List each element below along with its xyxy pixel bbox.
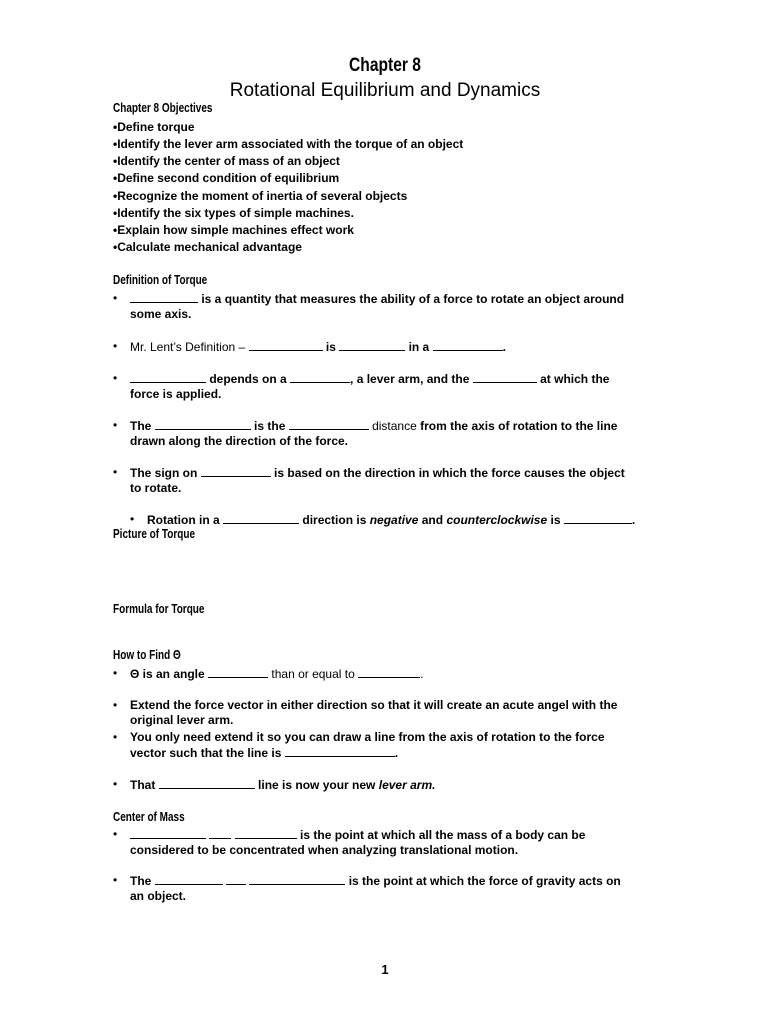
fill-blank[interactable]	[249, 873, 345, 885]
fill-blank[interactable]	[130, 827, 206, 839]
objective-item: •Define second condition of equilibrium	[113, 171, 340, 185]
fill-blank[interactable]	[285, 745, 395, 757]
fill-blank[interactable]	[249, 339, 323, 351]
fill-blank[interactable]	[201, 465, 271, 477]
fill-blank[interactable]	[564, 512, 632, 524]
objective-item: •Identify the center of mass of an object	[113, 154, 340, 168]
fill-blank[interactable]	[290, 371, 350, 383]
fill-blank[interactable]	[155, 418, 251, 430]
objectives-heading: Chapter 8 Objectives	[113, 101, 213, 115]
chapter-subtitle: Rotational Equilibrium and Dynamics	[229, 80, 541, 101]
fill-blank[interactable]	[358, 666, 420, 678]
fill-blank[interactable]	[130, 371, 206, 383]
fill-blank[interactable]	[130, 291, 198, 303]
fill-blank[interactable]	[223, 512, 299, 524]
fill-blank[interactable]	[159, 777, 255, 789]
fill-blank[interactable]	[289, 418, 369, 430]
picture-heading: Picture of Torque	[113, 527, 196, 541]
page-number: 1	[381, 962, 389, 977]
fill-blank[interactable]	[209, 827, 231, 839]
chapter-title: Chapter 8	[349, 55, 421, 76]
objective-item: •Explain how simple machines effect work	[113, 223, 354, 237]
objective-item: •Identify the lever arm associated with the torque of an object	[113, 137, 464, 151]
objective-item: •Define torque	[113, 120, 195, 134]
fill-blank[interactable]	[339, 339, 405, 351]
fill-blank[interactable]	[473, 371, 537, 383]
document-page: Chapter 8 Rotational Equilibrium and Dynamics Chapter 8 Objectives •Define torque •Identify the lever arm associated with the torque of an object •Identify the center of mass of an object •Define second condition of equilibrium •Recognize the moment of inertia of several objects •Identify the six types of simple machines. •Explain how simple machines effect work •Calculate mechanical advantage Definition of Torque • is a quantity that measures the ability of a force to rotate an object around some axis. • Mr. Lent’s Definition – is in a . • depends on a , a lever arm, and the at which the force is applied. • The is the distance from the axis of rotation to the line drawn along the direction of the force. • The sign on is based on the direction in which the force causes the object to rotate. • Rotation in a direction is negative and counterclockwise is . Picture of Torque Formula for Torque How to Find Θ • Θ is an angle than or equal to . • Extend the force vector in either direction so that it will create an acute angel with the original lever arm. • You only need extend it so you can draw a line from the axis of rotation to the force vector such that the line is . • That line is now your new lever arm. Center of Mass • is the point at which all the mass of a body can be considered to be concentrated when analyzing translational motion. • The is the point at which the force of gravity acts on an object. 1	[0, 0, 770, 1024]
center-mass-heading: Center of Mass	[113, 810, 185, 824]
objective-item: •Identify the six types of simple machines.	[113, 206, 354, 220]
fill-blank[interactable]	[226, 873, 246, 885]
fill-blank[interactable]	[433, 339, 503, 351]
fill-blank[interactable]	[235, 827, 297, 839]
torque-definition-heading: Definition of Torque	[113, 273, 208, 287]
objective-item: •Calculate mechanical advantage	[113, 240, 302, 254]
formula-heading: Formula for Torque	[113, 602, 205, 616]
objective-item: •Recognize the moment of inertia of several objects	[113, 189, 408, 203]
fill-blank[interactable]	[208, 666, 268, 678]
find-theta-heading: How to Find Θ	[113, 648, 181, 662]
fill-blank[interactable]	[155, 873, 223, 885]
